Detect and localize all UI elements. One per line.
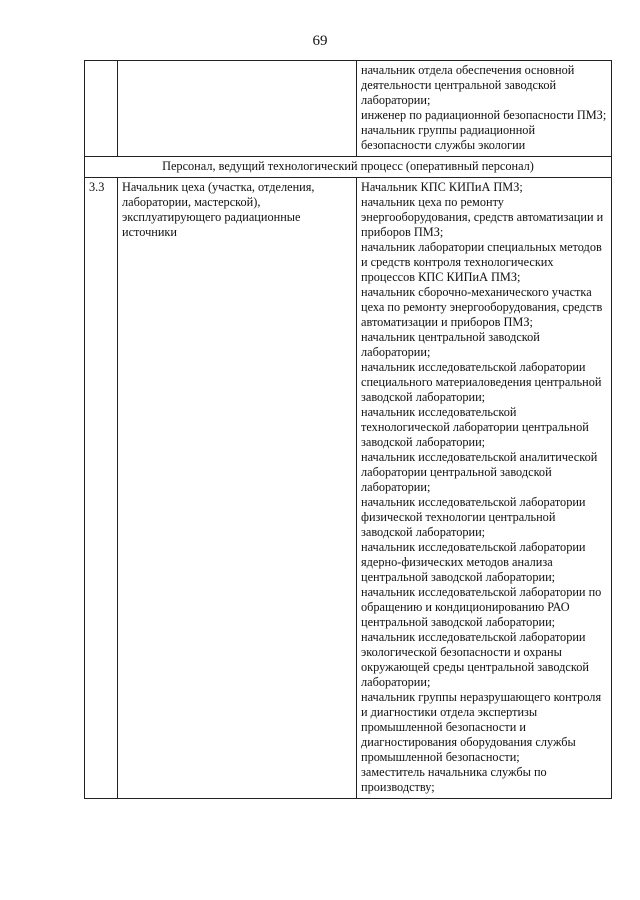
position-item: начальник сборочно-механического участка цеха по ремонту энергооборудования, средств автоматизации и приборов ПМЗ;: [361, 285, 603, 329]
category-cell: Начальник цеха (участка, отделения, лаборатории, мастерской), эксплуатирующего радиационные источники: [118, 178, 357, 799]
position-item: начальник исследовательской лаборатории физической технологии центральной заводской лаборатории;: [361, 495, 586, 539]
position-item: начальник исследовательской лаборатории экологической безопасности и охраны окружающей среды центральной заводской лаборатории;: [361, 630, 589, 689]
position-item: начальник группы радиационной безопасности службы экологии: [361, 123, 536, 152]
position-item: начальник центральной заводской лаборатории;: [361, 330, 540, 359]
position-item: начальник лаборатории специальных методов и средств контроля технологических процессов КПС КИПиА ПМЗ;: [361, 240, 602, 284]
position-item: Начальник КПС КИПиА ПМЗ;: [361, 180, 523, 194]
positions-table: [84, 60, 612, 799]
section-header-row: [85, 157, 612, 178]
row-number-cell: [85, 61, 118, 157]
position-item: инженер по радиационной безопасности ПМЗ;: [361, 108, 607, 122]
position-item: начальник отдела обеспечения основной деятельности центральной заводской лаборатории;: [361, 63, 575, 107]
category-cell: [118, 61, 357, 157]
page-number: 69: [312, 33, 328, 49]
table-row: [85, 178, 612, 799]
row-number-cell: 3.3: [85, 178, 118, 799]
position-item: начальник исследовательской лаборатории по обращению и кондиционированию РАО центральной заводской лаборатории;: [361, 585, 602, 629]
position-item: начальник исследовательской лаборатории ядерно-физических методов анализа центральной заводской лаборатории;: [361, 540, 586, 584]
position-item: заместитель начальника службы по производству;: [361, 765, 547, 794]
table-row-continuation: [85, 61, 612, 157]
position-item: начальник исследовательской лаборатории специального материаловедения центральной заводской лаборатории;: [361, 360, 602, 404]
positions-cell: [357, 61, 612, 157]
position-item: начальник цеха по ремонту энергооборудования, средств автоматизации и приборов ПМЗ;: [361, 195, 604, 239]
position-item: начальник исследовательской технологической лаборатории центральной заводской лаборатории;: [361, 405, 589, 449]
position-item: начальник исследовательской аналитической лаборатории центральной заводской лаборатории;: [361, 450, 598, 494]
section-header: Персонал, ведущий технологический процесс (оперативный персонал): [85, 157, 612, 178]
position-item: начальник группы неразрушающего контроля и диагностики отдела экспертизы промышленной безопасности и диагностирования оборудования службы промышленной безопасности;: [361, 690, 602, 764]
positions-cell: [357, 178, 612, 799]
